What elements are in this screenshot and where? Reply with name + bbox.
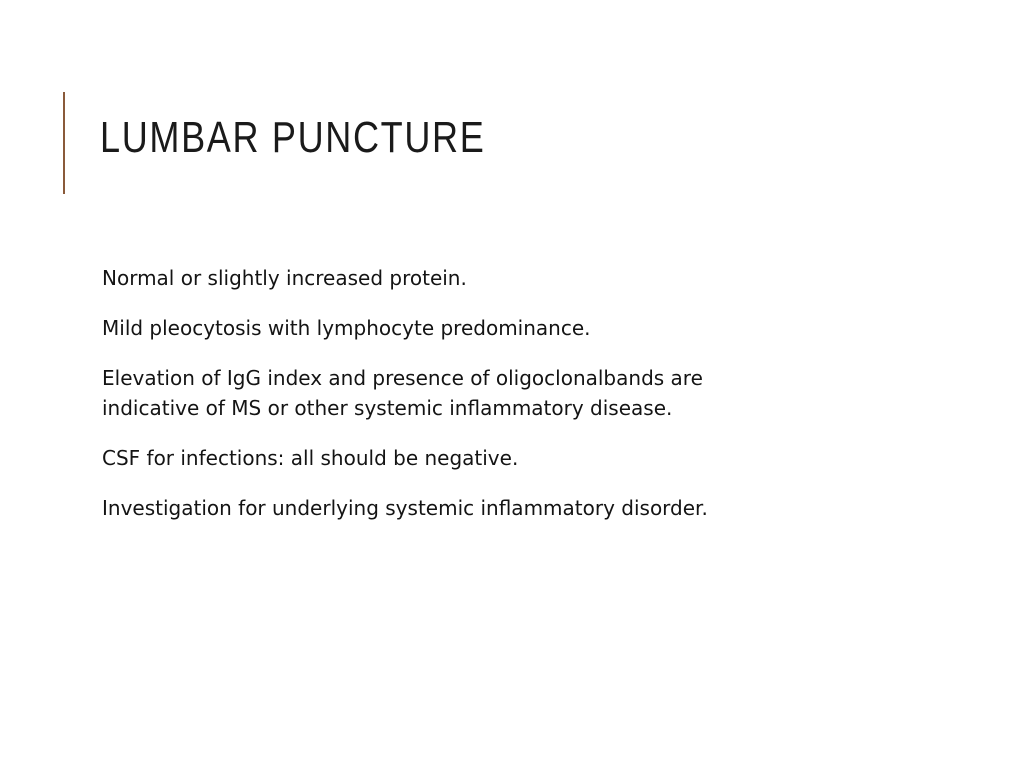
- bullet-point-systemic-investigation: Investigation for underlying systemic inflammatory disorder.: [102, 496, 708, 520]
- bullet-list: [102, 263, 922, 543]
- slide-title: LUMBAR PUNCTURE: [100, 113, 486, 162]
- bullet-point-protein: Normal or slightly increased protein.: [102, 266, 467, 290]
- title-accent-bar: [63, 92, 65, 194]
- bullet-point-pleocytosis: Mild pleocytosis with lymphocyte predominance.: [102, 316, 591, 340]
- bullet-point-csf-infections: CSF for infections: all should be negative.: [102, 446, 519, 470]
- bullet-point-igg-index: Elevation of IgG index and presence of oligoclonalbands are indicative of MS or other systemic inflammatory disease.: [102, 366, 703, 420]
